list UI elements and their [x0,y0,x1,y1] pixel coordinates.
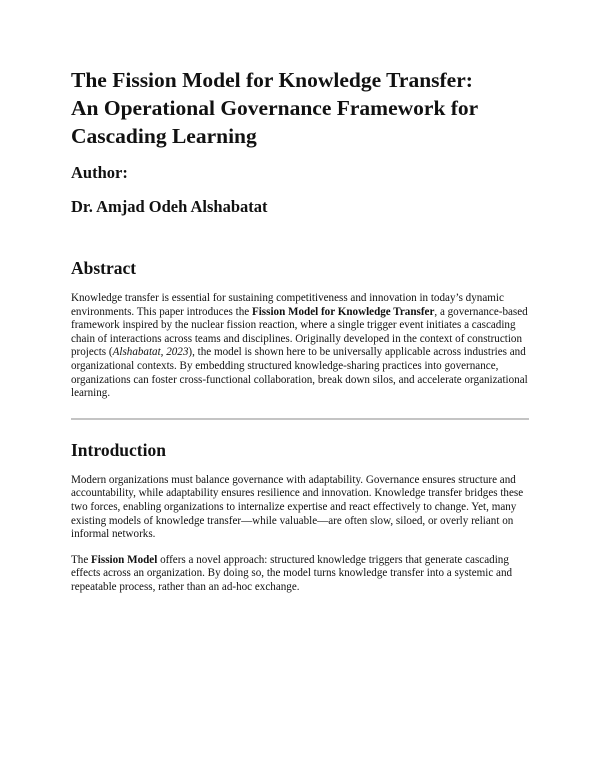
introduction-paragraph-1: Modern organizations must balance governance with adaptability. Governance ensures structure and accountability, while adaptability ensures resilience and innovation. Knowledge transfer bridges these two forces, enabling organizations to internalize expertise and react effectively to change. Yet, many existing models of knowledge transfer—while valuable—are often slow, siloed, or overly reliant on informal networks. [71,473,524,541]
introduction-heading: Introduction [71,439,166,460]
abstract-paragraph [71,292,531,401]
abstract-text-1: Knowledge transfer is essential for sustaining competitiveness and innovation in today’s dynamic environments. This paper introduces the [71,292,504,318]
intro-p2-model-name: Fission Model [91,553,158,566]
title-line-1: The Fission Model for Knowledge Transfer: [71,68,473,92]
abstract-model-name: Fission Model for Knowledge Transfer [251,305,435,318]
title-line-3: Cascading Learning [71,124,257,148]
abstract-citation: Alshabatat, 2023 [112,346,189,359]
paper-title [71,66,531,150]
introduction-paragraph-2 [71,554,531,595]
intro-p2-text-2: offers a novel approach: structured knowledge triggers that generate cascading effects across an organization. By doing so, the model turns knowledge transfer into a systemic and repeatable process, rather than an ad-hoc exchange. [71,553,513,593]
title-line-2: An Operational Governance Framework for [71,96,479,120]
author-name: Dr. Amjad Odeh Alshabatat [71,197,268,216]
intro-p2-text-1: The [71,553,92,566]
abstract-text-2: , a governance-based framework inspired by the nuclear fission reaction, where a single trigger event initiates a cascading chain of interactions across teams and disciplines. Originally developed in the context of construction projects ( [71,305,528,359]
abstract-heading: Abstract [71,258,137,278]
section-divider [71,418,529,420]
author-label: Author: [71,163,128,182]
abstract-text-3: ), the model is shown here to be universally applicable across industries and organizational contexts. By embedding structured knowledge-sharing practices into governance, organizations can foster cross-functional collaboration, break down silos, and accelerate organizational learning. [71,346,528,400]
paper-page [71,66,531,595]
